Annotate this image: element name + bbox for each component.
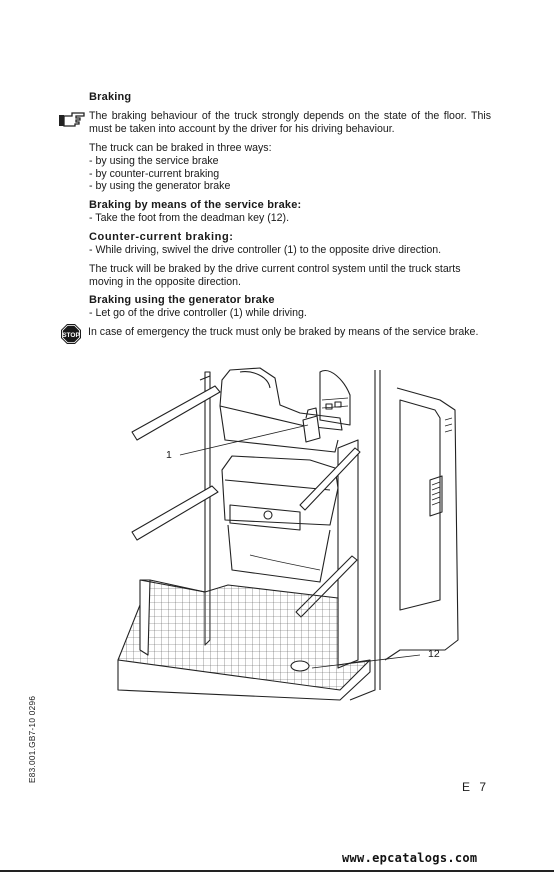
- page-number: E 7: [462, 780, 490, 794]
- footer-rule: [0, 870, 554, 872]
- website-watermark: www.epcatalogs.com: [342, 851, 478, 865]
- counter-current-heading: Counter-current braking:: [89, 231, 234, 243]
- callout-12-label: 12: [428, 648, 440, 660]
- service-brake-heading: Braking by means of the service brake:: [89, 199, 302, 211]
- list-item: - by using the service brake: [89, 155, 219, 167]
- stop-sign-icon: [60, 323, 82, 345]
- counter-current-step: - While driving, swivel the drive controller (1) to the opposite drive direction.: [89, 244, 442, 256]
- service-brake-step: - Take the foot from the deadman key (12).: [89, 212, 290, 224]
- floor-note: The braking behaviour of the truck strongly depends on the state of the floor. This must be taken into account by the driver for his driving behaviour.: [89, 110, 491, 135]
- braking-ways-list: [89, 155, 230, 193]
- truck-cab-illustration: [110, 362, 470, 707]
- braking-intro: The truck can be braked in three ways:: [89, 142, 272, 154]
- section-title: Braking: [89, 91, 132, 103]
- counter-current-explanation: The truck will be braked by the drive current control system until the truck starts moving in the opposite direction.: [89, 263, 461, 288]
- stop-label: STOP: [62, 332, 80, 339]
- generator-brake-step: - Let go of the drive controller (1) while driving.: [89, 307, 307, 319]
- list-item: - by counter-current braking: [89, 167, 220, 180]
- callout-1-label: 1: [166, 449, 172, 461]
- document-code: E83.001.GB7-10 0296: [28, 695, 37, 783]
- generator-brake-heading: Braking using the generator brake: [89, 294, 275, 306]
- list-item: - by using the generator brake: [89, 180, 231, 193]
- pointing-hand-icon: [58, 110, 86, 128]
- emergency-warning: In case of emergency the truck must only be braked by means of the service brake.: [88, 326, 479, 338]
